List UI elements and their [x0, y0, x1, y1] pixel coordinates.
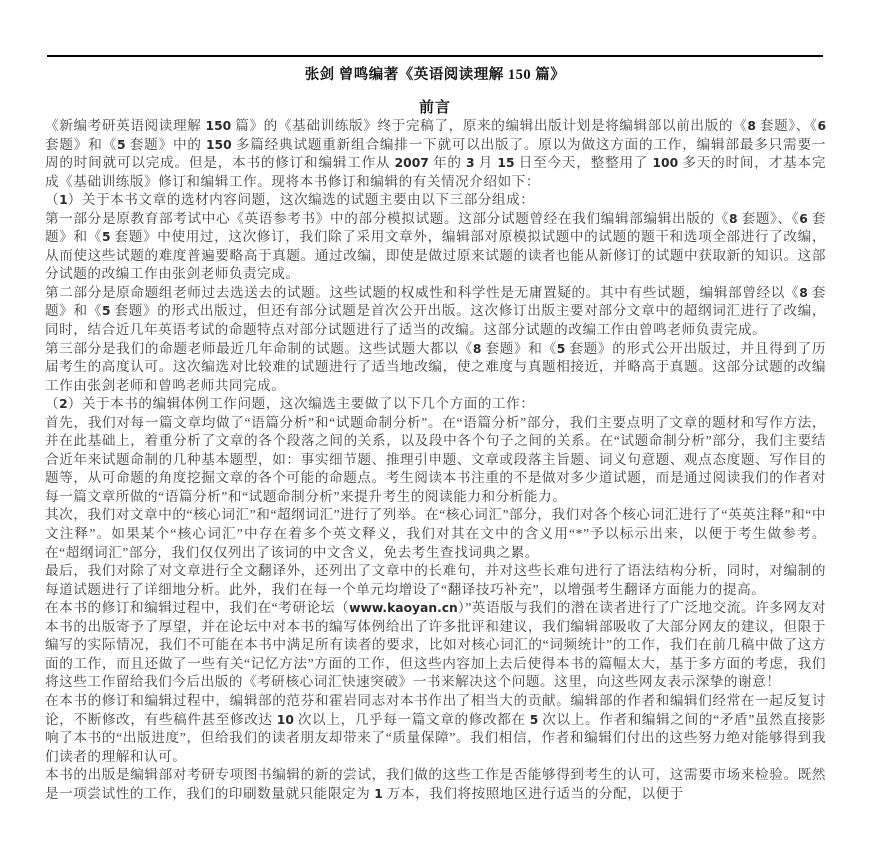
latin-text: 5	[529, 712, 539, 727]
paragraph: 第三部分是我们的命题老师最近几年命制的试题。这些试题大都以《8 套题》和《5 套题》的形式公开出版过，并且得到了历届考生的高度认可。这次编选对比较难的试题进行了适当地改编，使之难度与真题相接近，并略高于真题。这部分试题的改编工作由张剑老师和曾鸣老师共同完成。	[45, 340, 826, 393]
latin-text: 6	[817, 119, 827, 133]
paragraph: 本书的出版是编辑部对考研专项图书编辑的新的尝试，我们做的这些工作是否能够得到考生的认可，这需要市场来检验。既然是一项尝试性的工作，我们的印刷数量就只能限定为 1 万本，我们将按照地区进行适当的分配，以便于	[45, 767, 826, 801]
paragraph: （1）关于本书文章的选材内容问题，这次编选的试题主要由以下三部分组成：	[45, 192, 535, 208]
book-title: 张剑 曾鸣编著《英语阅读理解 150 篇》	[304, 67, 566, 83]
preface-body	[45, 117, 826, 803]
latin-text: 8	[472, 341, 482, 356]
paragraph: 第一部分是原教育部考试中心《英语参考书》中的部分模拟试题。这部分试题曾经在我们编辑部编辑出版的《8 套题》、《6 套题》和《5 套题》中使用过，这次修订，我们除了采用文章外，编辑部对原模拟试题中的试题的题干和选项全部进行了改编，从而使这些试题的难度普遍要略高于真题。通过改编，即使是做过原来试题的读者也能从新修订的试题中获取新的知识。这部分试题的改编工作由张剑老师负责完成。	[45, 210, 827, 282]
latin-text: 3	[466, 156, 475, 171]
header-divider	[47, 55, 823, 57]
latin-text: 5	[117, 137, 126, 152]
latin-text: 150	[205, 137, 232, 152]
paragraph: 首先，我们对每一篇文章均做了“语篇分析”和“试题命制分析”。在“语篇分析”部分，我们主要点明了文章的题材和写作方法，并在此基础上，着重分析了文章的各个段落之间的关系，以及段中各个句子之间的关系。在“试题命制分析”部分，我们主要结合近年来试题命制的几种基本题型，如：事实细节题、推理引申题、文章或段落主旨题、词义句意题、观点态度题、写作目的题等，从可命题的角度挖掘文章的各个可能的命题点。考生阅读本书注重的不是做对多少道试题，而是通过阅读我们的作者对每一篇文章所做的“语篇分析”和“试题命制分析”来提升考生的阅读能力和分析能力。	[45, 414, 826, 504]
latin-text: 8	[799, 285, 808, 300]
paragraph: （2）关于本书的编辑体例工作问题，这次编选主要做了以下几个方面的工作：	[45, 396, 535, 412]
latin-text: 8	[728, 211, 738, 226]
latin-text: 6	[799, 211, 808, 226]
latin-text: 5	[101, 304, 111, 319]
paragraph: 《新编考研英语阅读理解 150 篇》的《基础训练版》终于完稿了，原来的编辑出版计划是将编辑部以前出版的《8 套题》、《6 套题》和《5 套题》中的 150 多篇经典试题重新组合编排一下就可以出版了。原以为做这方面的工作，编辑部最多只需要一周的时间就可以完成。但是，本书的修订和编辑工作从 2007 年的 3 月 15 日至今天，整整用了 100 多天的时间，才基本完成《基础训练版》修订和编辑工作。现将本书修订和编辑的有关情况介绍如下：	[45, 118, 827, 189]
latin-text: 5	[556, 341, 566, 356]
paragraph: 最后，我们对除了对文章进行全文翻译外，还列出了文章中的长难句，并对这些长难句进行了语法结构分析，同时，对编制的每道试题进行了详细地分析。此外，我们在每一个单元均增设了“翻译技巧补充”，以增强考生翻译方面能力的提高。	[45, 563, 826, 597]
latin-text: www.kaoyan.cn	[349, 601, 458, 616]
latin-text: 15	[497, 156, 515, 171]
latin-text: 100	[652, 156, 679, 171]
paragraph: 在本书的修订和编辑过程中，编辑部的范芬和霍岩同志对本书作出了相当大的贡献。编辑部的作者和编辑们经常在一起反复讨论，不断修改，有些稿件甚至修改达 10 次以上，几乎每一篇文章的修改都在 5 次以上。作者和编辑之间的“矛盾”虽然直接影响了本书的“出版进度”，但给我们的读者朋友却带来了“质量保障”。我们相信，作者和编辑们付出的这些努力绝对能够得到我们读者的理解和认可。	[45, 692, 826, 764]
latin-text: 2	[59, 397, 68, 412]
latin-text: 10	[276, 712, 294, 727]
latin-text: 150	[205, 119, 232, 133]
paragraph: 其次，我们对文章中的“核心词汇”和“超纲词汇”进行了列举。在“核心词汇”部分，我们对各个核心词汇进行了“英英注释”和“中文注释”。如果某个“核心词汇”中存在着多个英文释义，我们对其在文中的含义用“*”予以标示出来，以便于考生做参考。在“超纲词汇”部分，我们仅仅列出了该词的中文含义，免去考生查找词典之累。	[45, 507, 826, 560]
paragraph: 第二部分是原命题组老师过去选送去的试题。这些试题的权威性和科学性是无庸置疑的。其中有些试题，编辑部曾经以《8 套题》和《5 套题》的形式出版过，但还有部分试题是首次公开出版。这次修订出版主要对部分文章中的超纲词汇进行了改编，同时，结合近几年英语考试的命题特点对部分试题进行了适当的改编。这部分试题的改编工作由曾鸣老师负责完成。	[45, 284, 827, 338]
paragraph: 在本书的修订和编辑过程中，我们在“考研论坛（www.kaoyan.cn）”英语版与我们的潜在读者进行了广泛地交流。许多网友对本书的出版寄予了厚望，并在论坛中对本书的编写体例给出了许多批评和建议，我们编辑部吸收了大部分网友的建议，但限于编写的实际情况，我们不可能在本书中满足所有读者的要求，比如对核心词汇的“词频统计”的工作，我们在前几稿中做了这方面的工作，而且还做了一些有关“记忆方法”方面的工作，但这些内容加上去后使得本书的篇幅太大，基于多方面的考虑，我们将这些工作留给我们今后出版的《考研核心词汇快速突破》一书来解决这个问题。这里，向这些网友表示深挚的谢意！	[45, 600, 826, 690]
latin-text: 1	[374, 786, 383, 801]
preface-heading: 前言	[418, 100, 451, 116]
latin-text: 8	[747, 119, 756, 133]
latin-text: 5	[101, 230, 111, 245]
latin-text: 2007	[394, 156, 429, 171]
latin-text: 1	[59, 193, 68, 208]
